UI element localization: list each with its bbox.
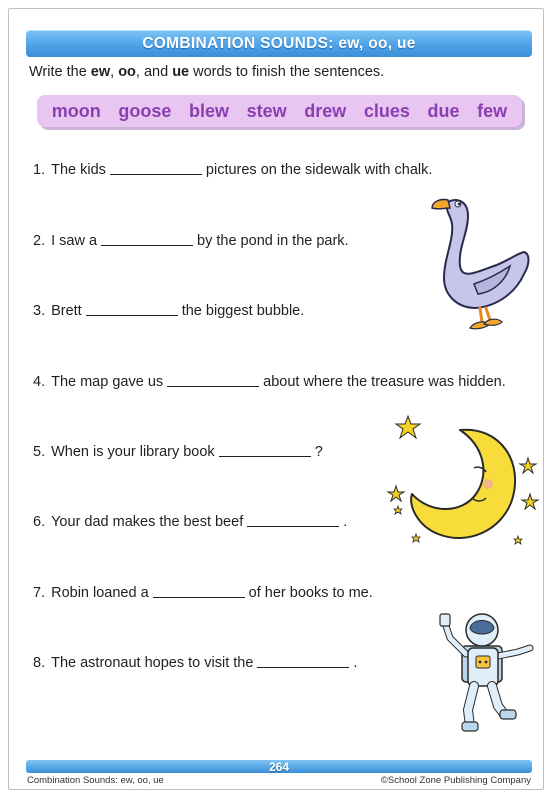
question-text-before: The astronaut hopes to visit the [51, 655, 254, 671]
goose-illustration [428, 188, 538, 343]
question-text-after: . [343, 514, 348, 530]
astronaut-illustration [432, 610, 537, 735]
question-4 [33, 374, 506, 390]
instructions-prefix: Write the [29, 64, 91, 80]
instructions-ue: ue [172, 64, 190, 80]
question-text-after: ? [314, 444, 323, 460]
instructions-ew: ew [90, 64, 111, 80]
question-number: 7. [33, 585, 46, 601]
moon-illustration [390, 412, 545, 552]
word-bank [37, 95, 522, 127]
question-text-before: When is your library book [51, 444, 215, 460]
answer-blank-5[interactable] [219, 456, 311, 457]
instructions-suffix: words to finish the sentences. [189, 64, 385, 80]
question-text-before: I saw a [51, 233, 98, 249]
word-bank-item: drew [304, 100, 347, 121]
word-bank-item: blew [189, 100, 230, 121]
answer-blank-7[interactable] [153, 597, 245, 598]
footer-topic: Combination Sounds: ew, oo, ue [27, 775, 164, 786]
question-number: 2. [33, 233, 46, 249]
answer-blank-3[interactable] [86, 315, 178, 316]
instructions-oo: oo [118, 64, 136, 80]
answer-blank-6[interactable] [247, 526, 339, 527]
question-text-after: about where the treasure was hidden. [263, 374, 506, 390]
question-text-after: the biggest bubble. [181, 303, 305, 319]
word-bank-item: stew [246, 100, 287, 121]
instructions-sep2: , and [135, 64, 173, 80]
question-text-after: . [353, 655, 358, 671]
answer-blank-1[interactable] [110, 174, 202, 175]
instructions-sep1: , [110, 64, 119, 80]
question-number: 5. [33, 444, 46, 460]
question-text-after: pictures on the sidewalk with chalk. [205, 162, 433, 178]
question-text-before: Your dad makes the best beef [51, 514, 244, 530]
question-8 [33, 655, 357, 671]
word-bank-item: due [427, 100, 460, 121]
word-bank-item: few [477, 100, 508, 121]
question-1 [33, 162, 432, 178]
question-text-before: The kids [51, 162, 106, 178]
question-5 [33, 444, 323, 460]
footer-copyright: ©School Zone Publishing Company [380, 775, 531, 786]
instructions [29, 64, 384, 80]
answer-blank-2[interactable] [101, 245, 193, 246]
word-bank-item: clues [363, 100, 410, 121]
page-number: 264 [268, 759, 290, 774]
question-6 [33, 514, 347, 530]
question-text-before: The map gave us [51, 374, 164, 390]
question-text-after: of her books to me. [248, 585, 373, 601]
title-bar [26, 30, 532, 57]
answer-blank-4[interactable] [167, 386, 259, 387]
word-bank-item: moon [51, 100, 101, 121]
question-2 [33, 233, 349, 249]
word-bank-item: goose [118, 100, 172, 121]
question-number: 1. [33, 162, 46, 178]
question-3 [33, 303, 304, 319]
question-number: 3. [33, 303, 46, 319]
question-number: 8. [33, 655, 46, 671]
question-text-before: Robin loaned a [51, 585, 149, 601]
question-7 [33, 585, 373, 601]
page-title: COMBINATION SOUNDS: ew, oo, ue [142, 34, 416, 52]
question-text-after: by the pond in the park. [197, 233, 349, 249]
question-text-before: Brett [51, 303, 82, 319]
footer-bar [26, 760, 532, 773]
answer-blank-8[interactable] [257, 667, 349, 668]
question-number: 4. [33, 374, 46, 390]
question-number: 6. [33, 514, 46, 530]
